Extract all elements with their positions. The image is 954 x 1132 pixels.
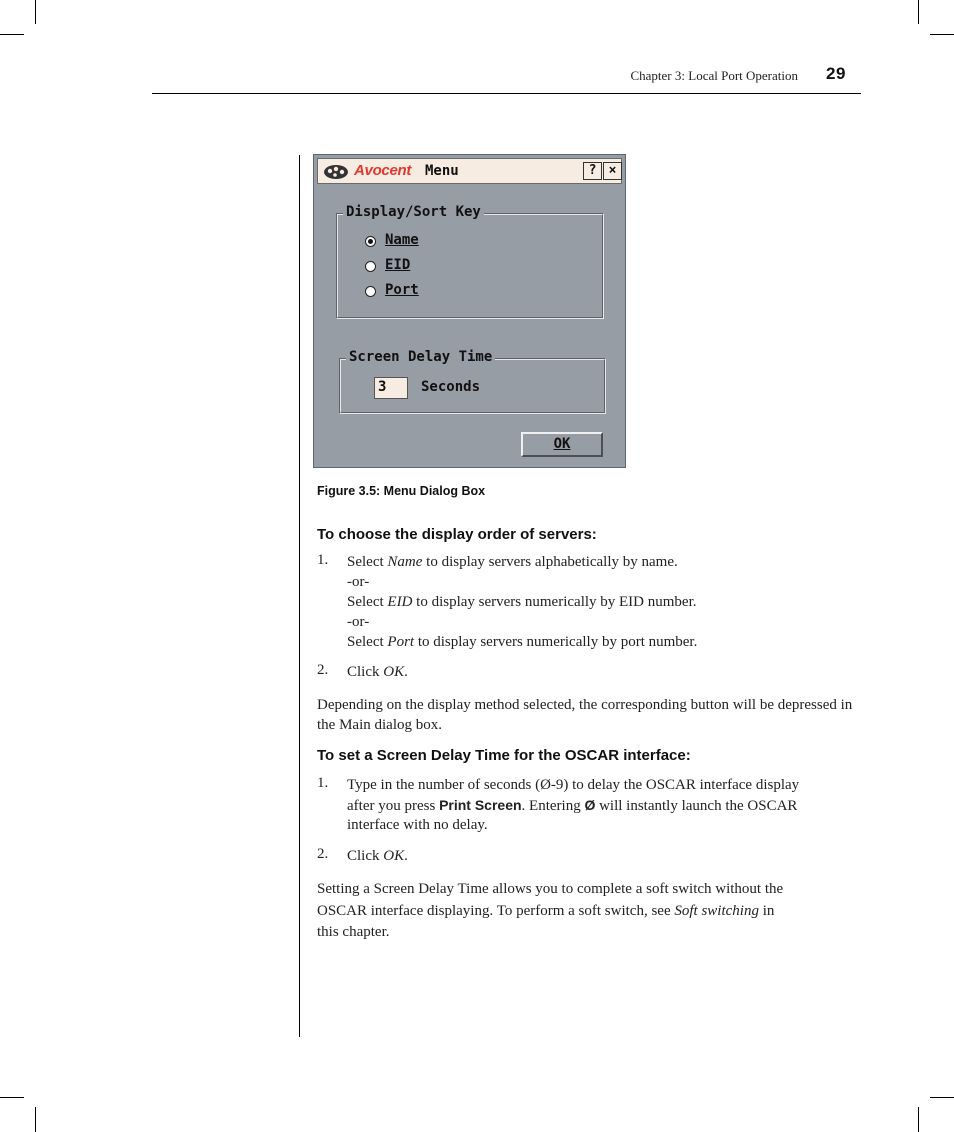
delay-seconds-input[interactable]: 3 — [374, 377, 408, 399]
figure-caption: Figure 3.5: Menu Dialog Box — [317, 484, 486, 498]
paragraph-display-method: Depending on the display method selected, the corresponding button will be depressed in the Main dialog box. — [317, 697, 853, 733]
crop-mark-bottom-right-h — [930, 1097, 954, 1098]
radio-name-label[interactable]: Name — [385, 232, 419, 248]
radio-eid[interactable] — [365, 261, 376, 272]
avocent-logo-icon — [323, 163, 349, 180]
step-text: Click OK. — [347, 664, 408, 680]
crop-mark-top-left-h — [0, 34, 24, 35]
page-number: 29 — [826, 64, 846, 83]
radio-port[interactable] — [365, 286, 376, 297]
radio-eid-label[interactable]: EID — [385, 257, 411, 273]
step-number: 1. — [317, 552, 329, 568]
ok-button[interactable] — [521, 432, 603, 457]
help-button[interactable]: ? — [583, 162, 602, 180]
close-button[interactable]: × — [603, 162, 622, 180]
crop-mark-top-left-v — [35, 0, 36, 24]
display-sort-group — [336, 204, 604, 319]
seconds-label: Seconds — [421, 379, 481, 395]
crop-mark-top-right-v — [918, 0, 919, 24]
ok-button-label: OK — [553, 436, 571, 452]
crop-mark-top-right-h — [930, 34, 954, 35]
screen-delay-group — [339, 349, 606, 414]
paragraph-soft-switch: Setting a Screen Delay Time allows you to complete a soft switch without the OSCAR interface displaying. To perform a soft switch, see Soft switching in this chapter. — [317, 881, 784, 940]
chapter-title: Chapter 3: Local Port Operation — [630, 68, 798, 83]
crop-mark-bottom-right-v — [918, 1107, 919, 1132]
step-number: 1. — [317, 775, 329, 791]
radio-name[interactable] — [365, 236, 376, 247]
margin-rule — [299, 155, 300, 1037]
step-text: Type in the number of seconds (Ø-9) to delay the OSCAR interface display after you press Print Screen. Entering Ø will instantly launch the OSCAR interface with no delay. — [347, 777, 800, 833]
section-heading-display-order: To choose the display order of servers: — [317, 526, 597, 543]
step-number: 2. — [317, 846, 329, 862]
header-rule — [152, 93, 861, 94]
screen-delay-legend: Screen Delay Time — [346, 349, 495, 365]
menu-dialog — [313, 154, 626, 468]
step-text: Click OK. — [347, 848, 408, 864]
crop-mark-bottom-left-v — [35, 1107, 36, 1132]
brand-logo-text: Avocent — [354, 162, 412, 179]
section-heading-screen-delay: To set a Screen Delay Time for the OSCAR interface: — [317, 747, 691, 764]
step-text: Select Name to display servers alphabetically by name. -or- Select EID to display servers numerically by EID number. -or- Select Port to display servers numerically by port number. — [347, 554, 698, 650]
dialog-titlebar — [317, 158, 622, 184]
crop-mark-bottom-left-h — [0, 1097, 24, 1098]
display-sort-legend: Display/Sort Key — [343, 204, 484, 220]
radio-port-label[interactable]: Port — [385, 282, 419, 298]
dialog-title: Menu — [425, 163, 459, 179]
step-number: 2. — [317, 662, 329, 678]
